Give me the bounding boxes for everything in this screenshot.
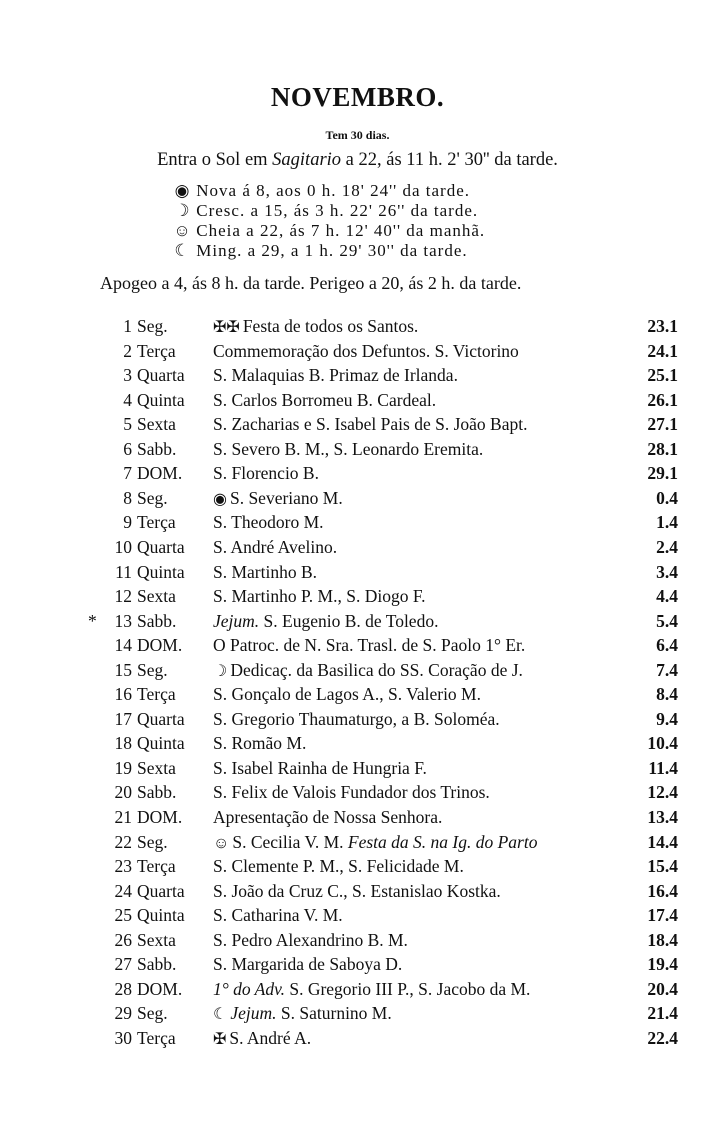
weekday: DOM. bbox=[137, 635, 183, 656]
weekday: Quinta bbox=[137, 905, 185, 926]
weekday: Quarta bbox=[137, 880, 185, 901]
saint-name: S. Florencio B. bbox=[213, 463, 319, 484]
calendar-row bbox=[100, 780, 690, 804]
moon-age: 25.1 bbox=[647, 365, 678, 386]
moon-age: 17.4 bbox=[647, 905, 678, 926]
saint-text bbox=[213, 510, 324, 534]
weekday: Sabb. bbox=[137, 610, 177, 631]
calendar-row bbox=[100, 731, 690, 755]
day-number: 7 bbox=[123, 463, 132, 484]
day-number: 3 bbox=[123, 365, 132, 386]
moon-age: 20.4 bbox=[647, 978, 678, 999]
saint-name: Dedicaç. da Basilica do SS. Coração de J. bbox=[230, 659, 523, 680]
saint-name: S. Severo B. M., S. Leonardo Eremita. bbox=[213, 438, 484, 459]
moon-phase-line bbox=[172, 220, 485, 242]
saint-name: S. Margarida de Saboya D. bbox=[213, 954, 403, 975]
day-number: 15 bbox=[114, 659, 132, 680]
moon-age: 12.4 bbox=[647, 782, 678, 803]
saint-text bbox=[213, 486, 343, 512]
calendar-row bbox=[100, 363, 690, 387]
moon-age: 10.4 bbox=[647, 733, 678, 754]
calendar-row bbox=[100, 830, 690, 854]
moon-age: 19.4 bbox=[647, 954, 678, 975]
apogee-perigee-line: Apogeo a 4, ás 8 h. da tarde. Perigeo a 20, ás 2 h. da tarde. bbox=[100, 273, 522, 293]
saint-name: S. Gonçalo de Lagos A., S. Valerio M. bbox=[213, 684, 481, 705]
saint-name: S. Felix de Valois Fundador dos Trinos. bbox=[213, 782, 490, 803]
page-title: NOVEMBRO. bbox=[270, 82, 445, 112]
saint-text bbox=[213, 363, 458, 387]
moon-phase-line bbox=[172, 240, 468, 262]
moon-age: 1.4 bbox=[656, 512, 678, 533]
moon-age: 23.1 bbox=[647, 316, 678, 336]
moon-age: 22.4 bbox=[647, 1027, 678, 1048]
sun-prefix: Entra o Sol em bbox=[157, 150, 273, 170]
calendar-row bbox=[100, 314, 690, 338]
weekday: Seg. bbox=[137, 831, 168, 852]
weekday: Terça bbox=[137, 1027, 176, 1048]
saint-text bbox=[213, 339, 519, 363]
calendar-row bbox=[100, 977, 690, 1001]
saint-name: Festa de todos os Santos. bbox=[242, 316, 419, 336]
weekday: DOM. bbox=[137, 807, 183, 827]
saint-text bbox=[213, 1001, 392, 1027]
weekday: Sexta bbox=[137, 929, 176, 950]
calendar-row bbox=[100, 682, 690, 706]
calendar-row bbox=[100, 633, 690, 657]
day-number: 30 bbox=[114, 1027, 132, 1048]
day-number: 4 bbox=[123, 389, 132, 410]
saint-name: S. André A. bbox=[229, 1027, 312, 1048]
weekday: Sabb. bbox=[137, 954, 177, 975]
saint-text bbox=[213, 560, 317, 584]
note-italic: 1° do Adv. bbox=[213, 978, 285, 999]
calendar-row bbox=[100, 1001, 690, 1025]
calendar-row bbox=[100, 928, 690, 952]
moon-age: 28.1 bbox=[647, 438, 678, 459]
calendar-row bbox=[100, 412, 690, 436]
moon-age: 9.4 bbox=[656, 708, 678, 729]
moon-phase-line bbox=[172, 180, 470, 202]
weekday: Quarta bbox=[137, 708, 185, 729]
note-italic: Jejum. bbox=[230, 1003, 277, 1024]
month-days-count: Tem 30 dias. bbox=[325, 128, 390, 142]
saint-text bbox=[213, 682, 481, 706]
saint-name: S. Malaquias B. Primaz de Irlanda. bbox=[213, 365, 458, 386]
saint-name: S. André Avelino. bbox=[213, 536, 338, 557]
weekday: DOM. bbox=[137, 463, 183, 484]
calendar-row bbox=[100, 805, 690, 829]
day-number: 6 bbox=[123, 438, 132, 459]
weekday: Quarta bbox=[137, 536, 185, 557]
day-number: 18 bbox=[114, 733, 132, 754]
new-moon-icon: ◉ bbox=[174, 181, 190, 200]
moon-phase-text: Nova á 8, aos 0 h. 18' 24'' da tarde. bbox=[196, 181, 470, 200]
calendar-row bbox=[100, 437, 690, 461]
saint-name: S. Romão M. bbox=[213, 733, 307, 754]
saint-text bbox=[213, 609, 438, 633]
saint-text bbox=[213, 633, 525, 657]
calendar-row bbox=[100, 707, 690, 731]
saint-text bbox=[213, 584, 426, 608]
day-number: 27 bbox=[114, 954, 132, 975]
weekday: Seg. bbox=[137, 659, 168, 680]
saint-name: S. Clemente P. M., S. Felicidade M. bbox=[213, 856, 464, 877]
moon-age: 15.4 bbox=[647, 856, 678, 877]
saint-text bbox=[213, 731, 306, 755]
calendar-row bbox=[100, 388, 690, 412]
calendar-row bbox=[100, 658, 690, 682]
weekday: Quinta bbox=[137, 389, 185, 410]
saint-text bbox=[213, 977, 530, 1001]
moon-age: 24.1 bbox=[647, 340, 678, 361]
moon-age: 3.4 bbox=[656, 561, 678, 582]
calendar-row bbox=[100, 903, 690, 927]
day-number: 26 bbox=[114, 929, 132, 950]
day-number: 22 bbox=[114, 831, 132, 852]
moon-age: 6.4 bbox=[656, 635, 678, 656]
weekday: Sabb. bbox=[137, 782, 177, 803]
weekday: Seg. bbox=[137, 316, 168, 336]
calendar-row bbox=[100, 1026, 690, 1050]
saint-text bbox=[213, 756, 427, 780]
feast-symbol-icon: ☺ bbox=[213, 834, 230, 852]
day-number: 2 bbox=[123, 340, 132, 361]
calendar-row bbox=[100, 560, 690, 584]
calendar-row bbox=[100, 879, 690, 903]
sun-sign: Sagitario bbox=[272, 150, 342, 170]
moon-age: 5.4 bbox=[656, 610, 678, 631]
calendar-row bbox=[100, 510, 690, 534]
moon-age: 29.1 bbox=[647, 463, 678, 484]
moon-age: 13.4 bbox=[647, 807, 678, 827]
day-number: 23 bbox=[114, 856, 132, 877]
weekday: Terça bbox=[137, 684, 176, 705]
weekday: DOM. bbox=[137, 978, 183, 999]
saint-name: S. Gregorio III P., S. Jacobo da M. bbox=[289, 978, 531, 999]
saint-name: O Patroc. de N. Sra. Trasl. de S. Paolo 1° Er. bbox=[213, 635, 526, 656]
saint-name: S. Catharina V. M. bbox=[213, 905, 343, 926]
saint-name: S. João da Cruz C., S. Estanislao Kostka. bbox=[213, 880, 501, 901]
day-number: 29 bbox=[114, 1003, 132, 1024]
saint-text bbox=[213, 658, 523, 684]
calendar-row bbox=[100, 952, 690, 976]
moon-age: 26.1 bbox=[647, 389, 678, 410]
saint-text bbox=[213, 879, 501, 903]
saint-text bbox=[213, 707, 500, 731]
saint-name: S. Martinho P. M., S. Diogo F. bbox=[213, 586, 426, 607]
moon-age: 2.4 bbox=[656, 536, 678, 557]
weekday: Quinta bbox=[137, 561, 185, 582]
day-number: 16 bbox=[114, 684, 132, 705]
feast-symbol-icon: ☾ bbox=[213, 1006, 228, 1024]
moon-age: 16.4 bbox=[647, 880, 678, 901]
moon-age: 27.1 bbox=[647, 414, 678, 435]
sun-entry-line bbox=[0, 150, 715, 171]
moon-phase-text: Cheia a 22, ás 7 h. 12' 40'' da manhã. bbox=[196, 221, 486, 240]
day-number: 21 bbox=[114, 807, 132, 827]
saint-text bbox=[213, 952, 402, 976]
calendar-row bbox=[100, 486, 690, 510]
moon-age: 11.4 bbox=[648, 757, 678, 778]
day-number: 8 bbox=[123, 487, 132, 508]
weekday: Sabb. bbox=[137, 438, 177, 459]
note-italic: Jejum. bbox=[213, 610, 260, 631]
moon-phase-text: Ming. a 29, a 1 h. 29' 30'' da tarde. bbox=[196, 241, 468, 260]
saint-name: S. Saturnino M. bbox=[280, 1003, 392, 1024]
saint-name: S. Cecilia V. M. bbox=[232, 831, 344, 852]
calendar-row bbox=[100, 461, 690, 485]
saint-text bbox=[213, 314, 418, 340]
day-number: 14 bbox=[114, 635, 132, 656]
moon-age: 7.4 bbox=[656, 659, 678, 680]
weekday: Sexta bbox=[137, 414, 176, 435]
feast-symbol-icon: ✠ bbox=[213, 1030, 227, 1048]
weekday: Sexta bbox=[137, 586, 176, 607]
saint-text bbox=[213, 412, 527, 436]
day-number: 24 bbox=[114, 880, 132, 901]
day-number: 5 bbox=[123, 414, 132, 435]
day-number: 10 bbox=[114, 536, 132, 557]
moon-phase-text: Cresc. a 15, ás 3 h. 22' 26'' da tarde. bbox=[196, 201, 479, 220]
weekday: Sexta bbox=[137, 757, 176, 778]
weekday: Terça bbox=[137, 512, 176, 533]
weekday: Terça bbox=[137, 340, 176, 361]
day-number: 20 bbox=[114, 782, 132, 803]
day-number: 19 bbox=[114, 757, 132, 778]
calendar-row bbox=[88, 609, 690, 633]
note-italic: Festa da S. na Ig. do Parto bbox=[347, 831, 538, 852]
saint-name: S. Severiano M. bbox=[229, 487, 343, 508]
saint-text bbox=[213, 928, 408, 952]
saint-name: S. Isabel Rainha de Hungria F. bbox=[213, 757, 427, 778]
saint-text bbox=[213, 805, 442, 829]
day-number: 1 bbox=[123, 316, 132, 336]
saint-text bbox=[213, 388, 436, 412]
saint-name: S. Pedro Alexandrino B. M. bbox=[213, 929, 408, 950]
day-number: 13 bbox=[114, 610, 132, 631]
moon-age: 8.4 bbox=[656, 684, 678, 705]
calendar-row bbox=[100, 756, 690, 780]
moon-age: 18.4 bbox=[647, 929, 678, 950]
saint-name: S. Martinho B. bbox=[213, 561, 318, 582]
saint-name: Apresentação de Nossa Senhora. bbox=[213, 807, 443, 827]
saint-text bbox=[213, 461, 319, 485]
calendar-row bbox=[100, 854, 690, 878]
day-number: 12 bbox=[114, 586, 132, 607]
saint-text bbox=[213, 535, 337, 559]
weekday: Quinta bbox=[137, 733, 185, 754]
feast-symbol-icon: ◉ bbox=[213, 490, 227, 508]
weekday: Quarta bbox=[137, 365, 185, 386]
day-number: 28 bbox=[114, 978, 132, 999]
saint-text bbox=[213, 854, 464, 878]
day-number: 9 bbox=[123, 512, 132, 533]
full-moon-icon: ☺ bbox=[173, 221, 191, 240]
day-number: 25 bbox=[114, 905, 132, 926]
calendar-row bbox=[100, 535, 690, 559]
saint-text bbox=[213, 437, 483, 461]
calendar-row bbox=[100, 584, 690, 608]
weekday: Terça bbox=[137, 856, 176, 877]
day-number: 11 bbox=[115, 561, 132, 582]
calendar-row bbox=[100, 339, 690, 363]
feast-symbol-icon: ☽ bbox=[213, 662, 228, 680]
saint-text bbox=[213, 830, 537, 856]
saint-text bbox=[213, 1026, 311, 1052]
first-quarter-icon: ☽ bbox=[174, 201, 190, 220]
moon-phase-line bbox=[172, 200, 478, 222]
saint-name: S. Gregorio Thaumaturgo, a B. Soloméa. bbox=[213, 708, 500, 729]
moon-age: 21.4 bbox=[647, 1003, 678, 1024]
last-quarter-icon: ☾ bbox=[174, 241, 190, 260]
saint-name: S. Zacharias e S. Isabel Pais de S. João Bapt. bbox=[213, 414, 528, 435]
weekday: Seg. bbox=[137, 1003, 168, 1024]
saint-name: Commemoração dos Defuntos. S. Victorino bbox=[213, 340, 519, 361]
saint-name: S. Carlos Borromeu B. Cardeal. bbox=[213, 389, 437, 410]
sun-suffix: a 22, ás 11 h. 2' 30'' da tarde. bbox=[341, 150, 558, 170]
saint-name: S. Theodoro M. bbox=[213, 512, 324, 533]
weekday: Seg. bbox=[137, 487, 168, 508]
moon-age: 4.4 bbox=[656, 586, 678, 607]
feast-symbol-icon: ✠✠ bbox=[213, 319, 240, 336]
saint-name: S. Eugenio B. de Toledo. bbox=[263, 610, 439, 631]
saint-text bbox=[213, 780, 490, 804]
day-number: 17 bbox=[114, 708, 132, 729]
mark-star: * bbox=[88, 610, 97, 631]
moon-age: 0.4 bbox=[656, 487, 678, 508]
moon-age: 14.4 bbox=[647, 831, 678, 852]
saint-text bbox=[213, 903, 343, 927]
